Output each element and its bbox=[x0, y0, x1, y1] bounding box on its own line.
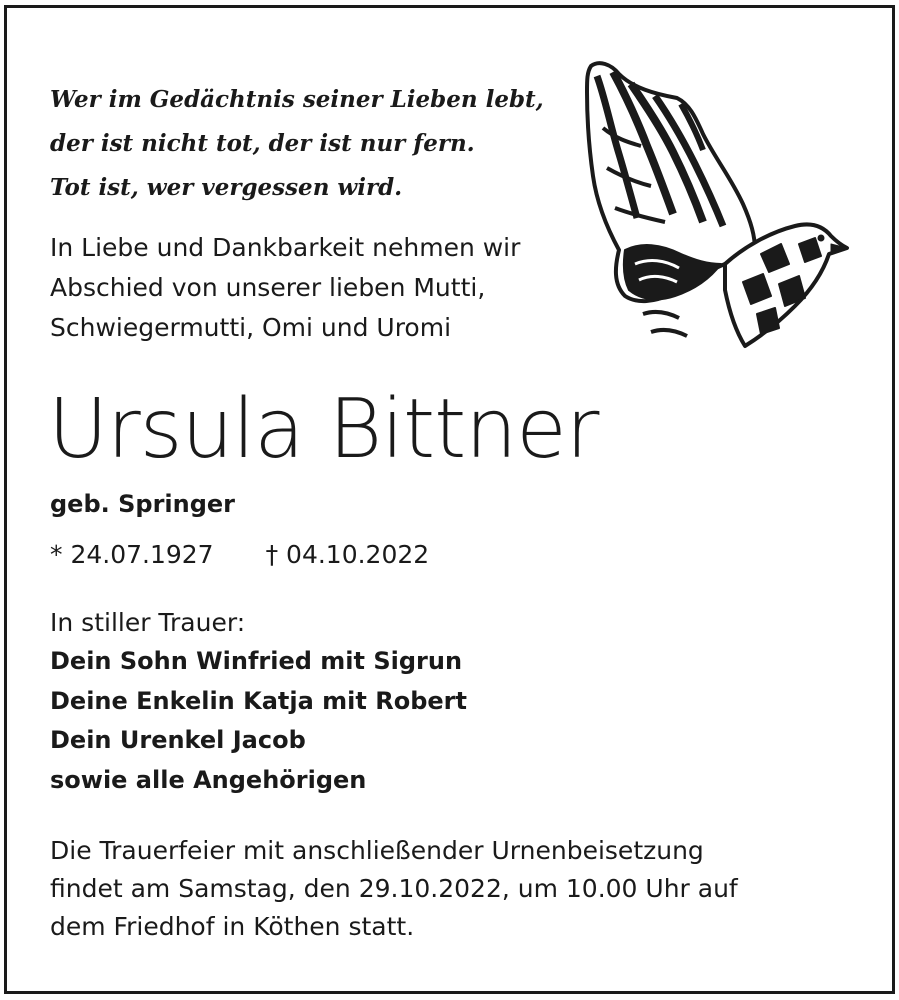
intro-line: In Liebe und Dankbarkeit nehmen wir bbox=[50, 233, 521, 262]
poem-line: Tot ist, wer vergessen wird. bbox=[50, 174, 403, 201]
list-item: Dein Sohn Winfried mit Sigrun bbox=[50, 647, 463, 675]
list-item: sowie alle Angehörigen bbox=[50, 765, 367, 794]
funeral-line: Die Trauerfeier mit anschließender Urnenbeisetzung bbox=[50, 836, 704, 865]
list-item: Deine Enkelin Katja mit Robert bbox=[50, 686, 467, 715]
funeral-line: dem Friedhof in Köthen statt. bbox=[50, 912, 415, 941]
list-item: Dein Urenkel Jacob bbox=[50, 726, 306, 754]
life-dates bbox=[50, 535, 429, 575]
praying-hands-with-dove-icon bbox=[585, 58, 850, 353]
funeral-details bbox=[50, 832, 738, 946]
mourners-list bbox=[50, 642, 467, 800]
memorial-poem bbox=[50, 78, 544, 210]
deceased-name: Ursula Bittner bbox=[48, 382, 599, 477]
poem-line: Wer im Gedächtnis seiner Lieben lebt, bbox=[50, 86, 544, 113]
death-date: † 04.10.2022 bbox=[265, 540, 430, 569]
intro-line: Abschied von unserer lieben Mutti, bbox=[50, 273, 486, 302]
mourning-label: In stiller Trauer: bbox=[50, 608, 246, 637]
birth-date: * 24.07.1927 bbox=[50, 540, 214, 569]
funeral-line: findet am Samstag, den 29.10.2022, um 10.00 Uhr auf bbox=[50, 874, 738, 903]
birth-name: geb. Springer bbox=[50, 490, 236, 518]
poem-line: der ist nicht tot, der ist nur fern. bbox=[50, 130, 475, 157]
intro-line: Schwiegermutti, Omi und Uromi bbox=[50, 313, 452, 342]
intro-text bbox=[50, 228, 520, 348]
